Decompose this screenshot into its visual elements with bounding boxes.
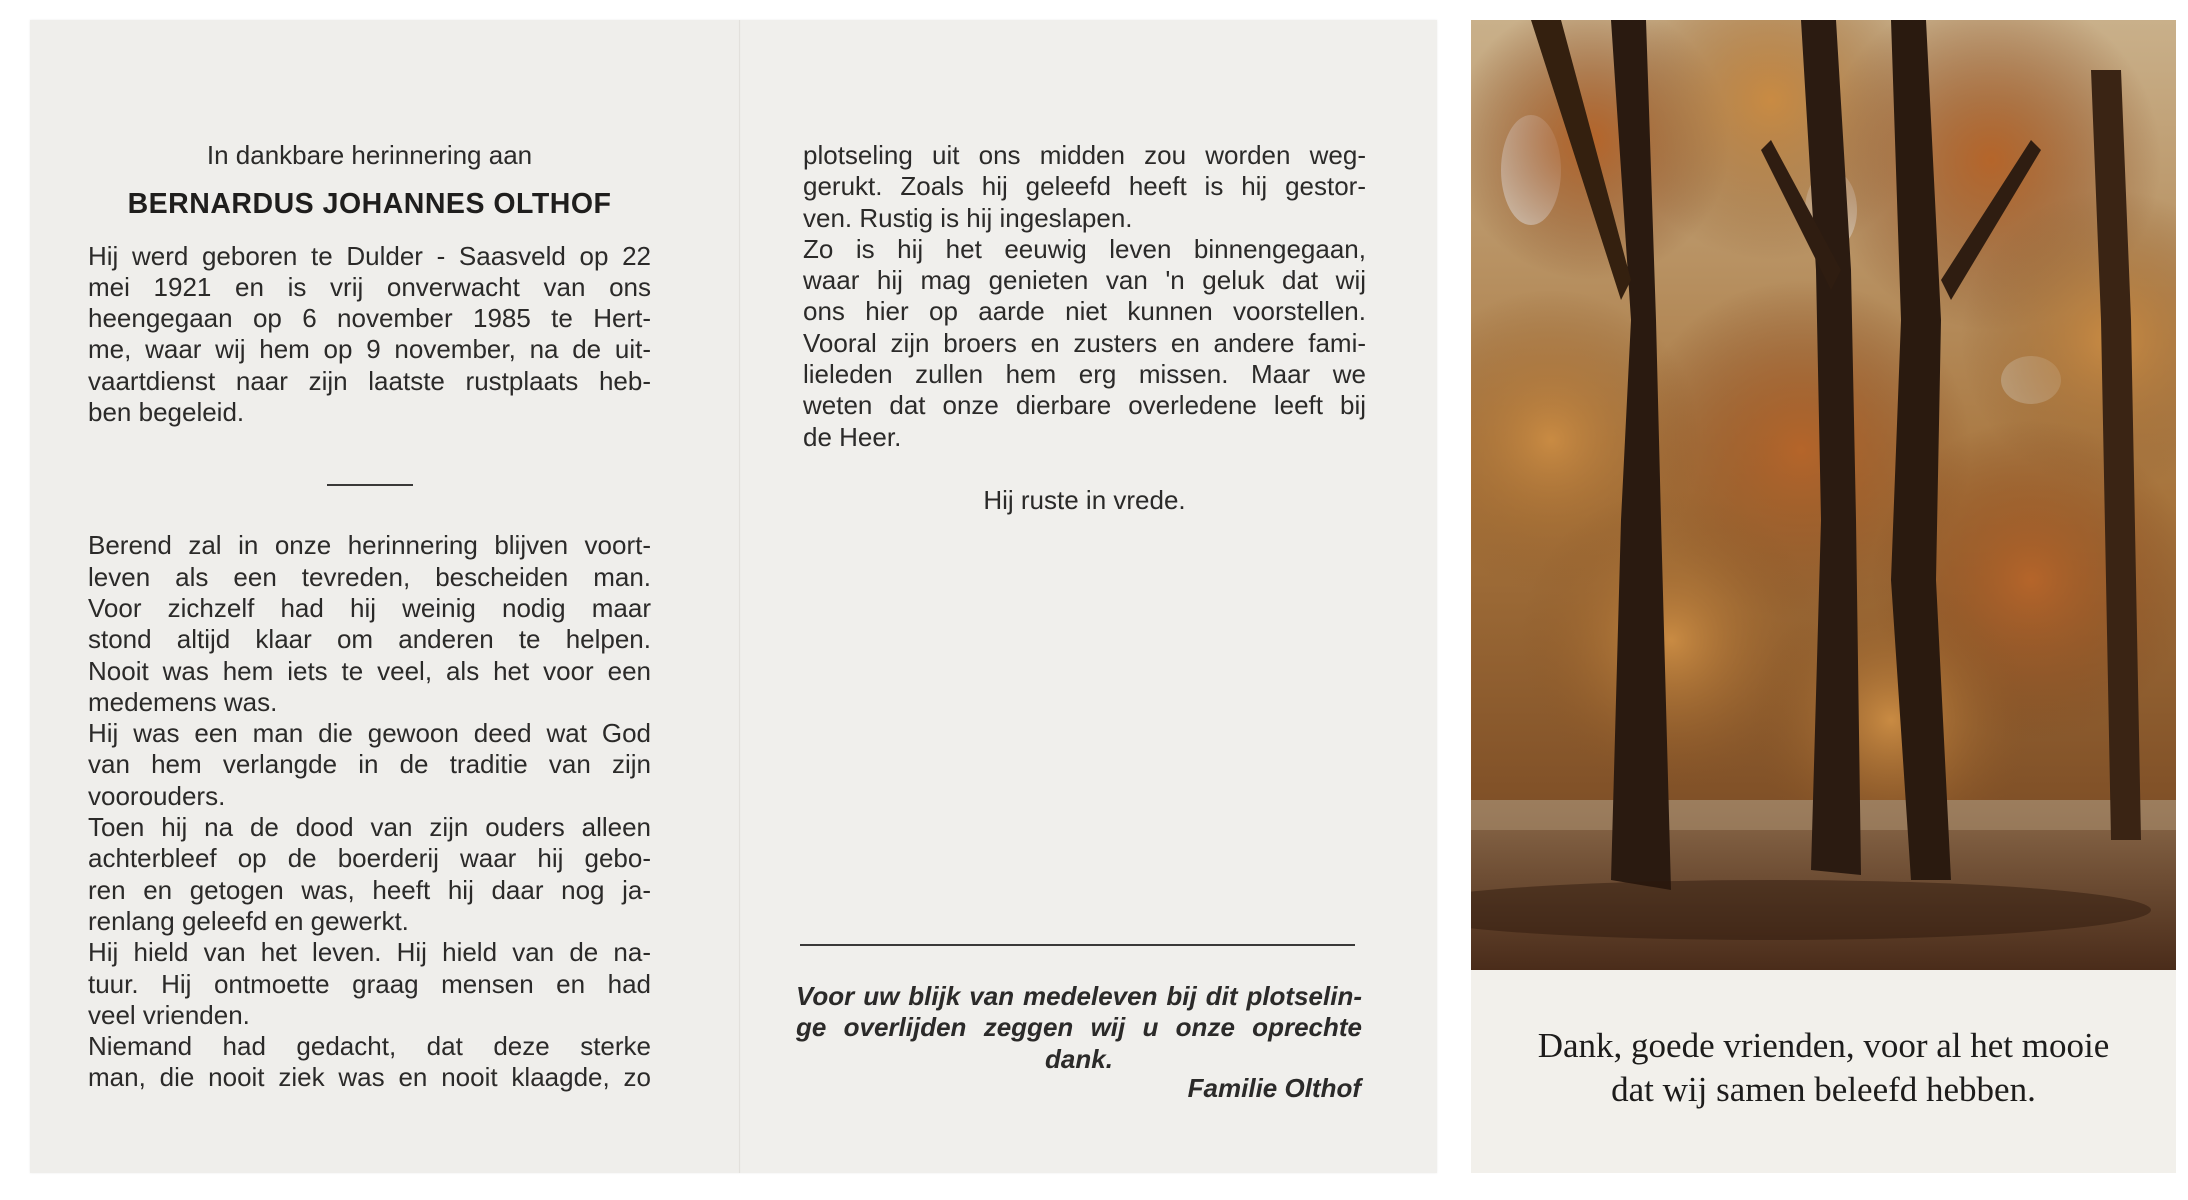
text-line: Hij hield van het leven. Hij hield van de na-	[88, 937, 651, 968]
text-line: ben begeleid.	[88, 397, 245, 428]
photo-card	[1471, 20, 2176, 1173]
text-line: ons hier op aarde niet kunnen voorstellen.	[803, 296, 1366, 327]
text-line: Toen hij na de dood van zijn ouders alleen	[88, 812, 651, 843]
intro-line: In dankbare herinnering aan	[206, 140, 533, 170]
caption-line: dat wij samen beleefd hebben.	[1611, 1070, 2036, 1109]
text-line: ven. Rustig is hij ingeslapen.	[803, 202, 1133, 233]
text-line: veel vrienden.	[88, 999, 250, 1030]
paragraph-god	[88, 718, 651, 812]
divider-line	[327, 484, 413, 486]
text-line: gerukt. Zoals hij geleefd heeft is hij gestor-	[803, 171, 1366, 202]
text-line: lieleden zullen hem erg missen. Maar we	[803, 359, 1366, 390]
paragraph-eternal	[803, 234, 1366, 453]
text-line: vaartdienst naar zijn laatste rustplaats heb-	[88, 365, 651, 396]
text-line: ren en getogen was, heeft hij daar nog ja-	[88, 874, 651, 905]
text-line: van hem verlangde in de traditie van zijn	[88, 749, 651, 780]
autumn-forest-image	[1471, 20, 2176, 970]
photo-caption	[1471, 1024, 2176, 1112]
text-line: me, waar wij hem op 9 november, na de uit-	[88, 334, 651, 365]
text-line: stond altijd klaar om anderen te helpen.	[88, 624, 651, 655]
caption-line: Dank, goede vrienden, voor al het mooie	[1537, 1026, 2110, 1065]
text-line: leven als een tevreden, bescheiden man.	[88, 561, 651, 592]
family-signature: Familie Olthof	[1187, 1073, 1361, 1103]
text-line: waar hij mag genieten van 'n geluk dat wij	[803, 265, 1366, 296]
text-line: plotseling uit ons midden zou worden weg-	[803, 140, 1366, 170]
middle-column	[803, 140, 1366, 516]
signature-divider	[800, 944, 1355, 946]
text-line: Berend zal in onze herinnering blijven voort-	[88, 530, 651, 561]
text-line: de Heer.	[803, 421, 902, 452]
thanks-note	[796, 981, 1362, 1075]
forest-photo	[1471, 20, 2176, 970]
text-line: achterbleef op de boerderij waar hij gebo-	[88, 843, 651, 874]
text-line: Hij was een man die gewoon deed wat God	[88, 718, 651, 749]
left-column	[88, 140, 651, 1094]
text-line: Voor zichzelf had hij weinig nodig maar	[88, 592, 651, 623]
paragraph-nobody	[88, 1031, 651, 1094]
paragraph-birth	[88, 241, 651, 429]
card-fold	[739, 20, 741, 1173]
text-line: medemens was.	[88, 686, 278, 717]
text-line: dank.	[1045, 1043, 1113, 1074]
rest-in-peace: Hij ruste in vrede.	[983, 484, 1186, 515]
text-line: Nooit was hem iets te veel, als het voor een	[88, 655, 651, 686]
text-line: ge overlijden zeggen wij u onze oprechte	[796, 1012, 1362, 1043]
paragraph-farm	[88, 812, 651, 937]
paragraph-memory	[88, 530, 651, 718]
text-line: Vooral zijn broers en zusters en andere fami-	[803, 327, 1366, 358]
text-line: mei 1921 en is vrij onverwacht van ons	[88, 271, 651, 302]
text-line: weten dat onze dierbare overledene leeft bij	[803, 390, 1366, 421]
text-line: voorouders.	[88, 780, 226, 811]
text-line: Hij werd geboren te Dulder - Saasveld op 22	[88, 240, 651, 271]
paragraph-life	[88, 937, 651, 1031]
text-line: Niemand had gedacht, dat deze sterke	[88, 1031, 651, 1062]
text-line: tuur. Hij ontmoette graag mensen en had	[88, 968, 651, 999]
text-line: heengegaan op 6 november 1985 te Hert-	[88, 303, 651, 334]
paragraph-sudden	[803, 140, 1366, 234]
text-line: Zo is hij het eeuwig leven binnengegaan,	[803, 233, 1366, 264]
text-line: Voor uw blijk van medeleven bij dit plotselin-	[796, 981, 1362, 1011]
text-line: renlang geleefd en gewerkt.	[88, 905, 409, 936]
text-line: man, die nooit ziek was en nooit klaagde, zo	[88, 1062, 651, 1093]
deceased-name: BERNARDUS JOHANNES OLTHOF	[127, 188, 612, 221]
